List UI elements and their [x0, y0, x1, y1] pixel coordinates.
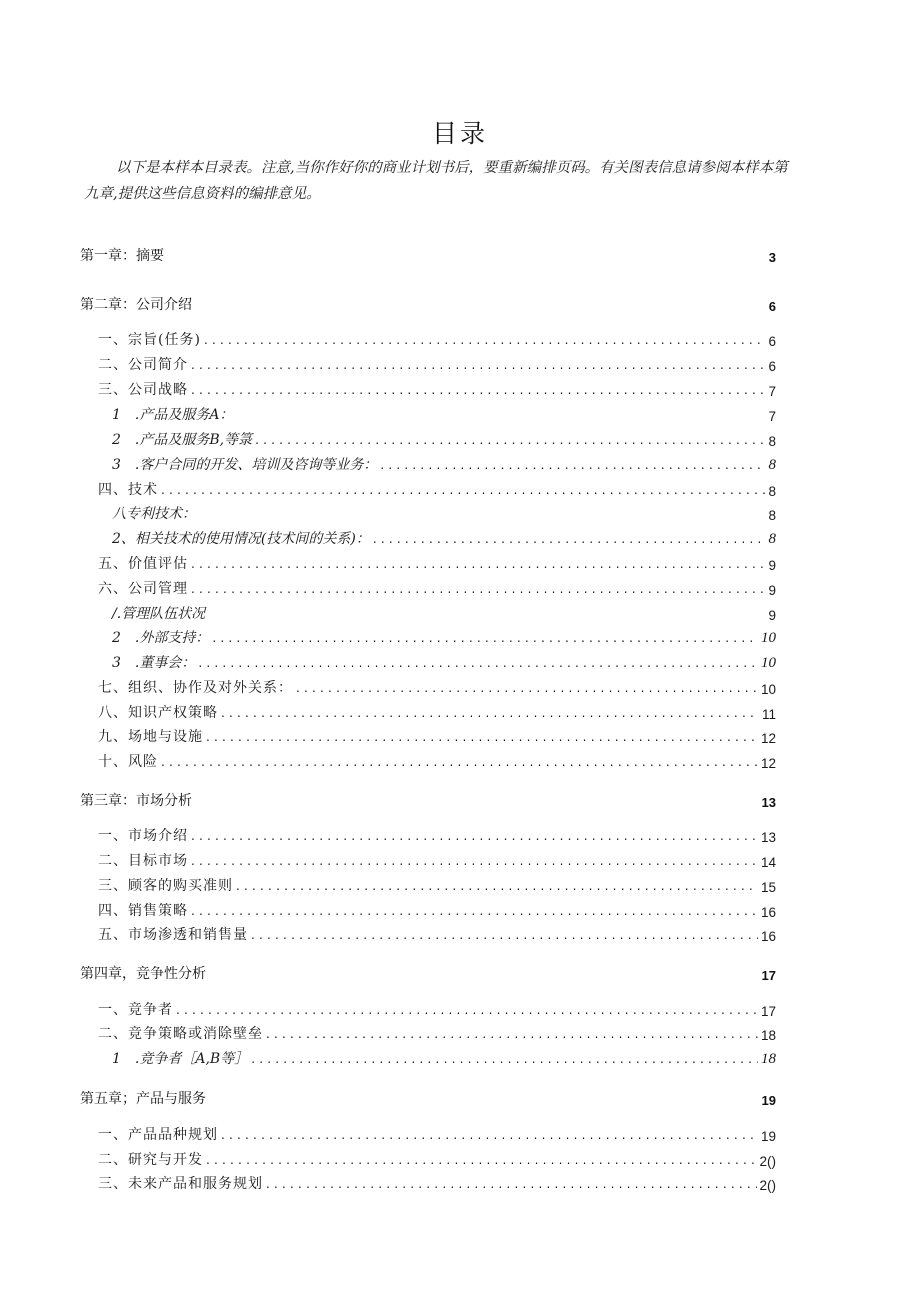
toc-entry[interactable]	[98, 1019, 776, 1043]
toc-page-number: 2()	[759, 1178, 776, 1193]
toc-entry[interactable]	[98, 920, 776, 944]
toc-page-number: 13	[761, 795, 776, 810]
toc-entry-label: 1 .产品及服务A：	[112, 407, 234, 423]
toc-entry-label: 八专利技术：	[112, 506, 196, 522]
toc-entry[interactable]	[98, 549, 776, 573]
toc-entry-label: 二、公司简介	[98, 357, 188, 373]
toc-entry[interactable]	[98, 1169, 776, 1193]
toc-entry-label: 第五章；产品与服务	[80, 1090, 206, 1106]
toc-dot-leader	[255, 432, 765, 444]
toc-entry[interactable]	[98, 871, 776, 895]
toc-page-number: 8	[768, 484, 776, 499]
toc-page-number: 9	[768, 558, 776, 573]
toc-entry-label: 1 .竞争者［A,B等］	[112, 1051, 249, 1067]
toc-entry-label: 二、研究与开发	[98, 1152, 203, 1168]
toc-page-number: 12	[760, 756, 776, 771]
toc-entry-label: 五、市场渗透和销售量	[98, 927, 248, 943]
toc-dot-leader	[221, 1127, 758, 1139]
toc-page-number: 2()	[759, 1154, 776, 1169]
toc-entry-label: 一、产品品种规划	[98, 1127, 218, 1143]
toc-page-number: 17	[760, 1004, 776, 1019]
toc-entry[interactable]	[112, 450, 776, 474]
toc-dot-leader	[161, 754, 758, 766]
toc-page-number: 17	[761, 968, 776, 983]
toc-entry-label: 十、风险	[98, 754, 158, 770]
page-title: 目录	[431, 119, 488, 148]
toc-entry-label: 三、未来产品和服务规划	[98, 1176, 263, 1192]
toc-entry[interactable]	[98, 1120, 776, 1144]
toc-entry-label: 第三章：市场分析	[80, 792, 192, 808]
toc-entry-chapter-3[interactable]	[80, 786, 776, 810]
toc-entry-label: 一、竞争者	[98, 1002, 173, 1018]
toc-entry[interactable]	[112, 648, 776, 672]
toc-entry-chapter-4[interactable]	[80, 959, 776, 983]
toc-page-number: 7	[768, 384, 776, 399]
toc-entry[interactable]	[112, 599, 776, 623]
toc-entry[interactable]	[98, 722, 776, 746]
toc-page-number: 3	[768, 250, 776, 265]
toc-entry[interactable]	[98, 1145, 776, 1169]
toc-dot-leader	[191, 828, 758, 840]
toc-entry-label: /.管理队伍状况	[112, 606, 206, 622]
toc-entry-label: 3 .客户合同的开发、培训及咨询等业务：	[112, 457, 378, 473]
toc-dot-leader	[373, 531, 766, 543]
toc-dot-leader	[236, 407, 765, 419]
toc-page-number: 16	[760, 929, 776, 944]
toc-page-number: 11	[761, 707, 776, 722]
toc-page-number: 10	[761, 655, 776, 671]
toc-entry-label: 2 .产品及服务B,等箓	[112, 432, 253, 448]
toc-dot-leader	[199, 506, 765, 518]
toc-entry[interactable]	[98, 698, 776, 722]
toc-dot-leader	[236, 878, 758, 890]
toc-entry[interactable]	[98, 350, 776, 374]
toc-entry[interactable]	[98, 375, 776, 399]
toc-dot-leader	[206, 729, 758, 741]
toc-page-number: 16	[760, 905, 776, 920]
toc-page-number: 10	[760, 682, 776, 697]
toc-page-number: 9	[768, 608, 776, 623]
toc-entry-label: 四、技术	[98, 482, 158, 498]
toc-dot-leader	[206, 1152, 757, 1164]
toc-page-number: 9	[768, 583, 776, 598]
toc-dot-leader	[251, 927, 758, 939]
toc-entry[interactable]	[112, 499, 776, 523]
toc-page-number: 18	[760, 1028, 776, 1043]
toc-entry-label: 第一章：摘要	[80, 247, 164, 263]
toc-dot-leader	[191, 556, 765, 568]
toc-page-number: 19	[761, 1093, 776, 1108]
toc-dot-leader	[191, 382, 765, 394]
toc-dot-leader	[221, 705, 759, 717]
toc-entry-label: 七、组织、协作及对外关系：	[98, 680, 293, 696]
toc-dot-leader	[191, 903, 758, 915]
toc-entry[interactable]	[98, 475, 776, 499]
toc-entry-chapter-1[interactable]	[80, 241, 776, 265]
toc-entry-label: 2 .外部支持：	[112, 630, 210, 646]
toc-entry[interactable]	[98, 896, 776, 920]
toc-entry[interactable]	[98, 821, 776, 845]
toc-entry-label: 九、场地与设施	[98, 729, 203, 745]
toc-page-number: 7	[768, 409, 776, 424]
toc-dot-leader	[161, 482, 765, 494]
toc-dot-leader	[191, 357, 765, 369]
toc-dot-leader	[167, 248, 766, 260]
toc-entry[interactable]	[98, 747, 776, 771]
toc-entry-label: 第二章：公司介绍	[80, 296, 192, 312]
toc-page-number: 8	[768, 457, 776, 473]
toc-dot-leader	[208, 606, 765, 618]
toc-dot-leader	[266, 1026, 758, 1038]
toc-entry-chapter-5[interactable]	[80, 1084, 776, 1108]
toc-entry[interactable]	[112, 425, 776, 449]
toc-page-number: 12	[760, 731, 776, 746]
toc-entry-label: 三、公司战略	[98, 382, 188, 398]
toc-dot-leader	[212, 630, 758, 642]
toc-entry-label: 一、市场介绍	[98, 828, 188, 844]
toc-entry[interactable]	[112, 1044, 776, 1068]
toc-page-number: 6	[768, 359, 776, 374]
toc-entry-label: 一、宗旨(任务)	[98, 332, 201, 348]
toc-page-number: 6	[768, 299, 776, 314]
toc-dot-leader	[195, 297, 766, 309]
toc-page-number: 15	[760, 880, 776, 895]
toc-entry[interactable]	[112, 400, 776, 424]
toc-dot-leader	[204, 332, 766, 344]
toc-entry-label: 二、竞争策略或消除壁垒	[98, 1026, 263, 1042]
toc-entry-label: 二、目标市场	[98, 853, 188, 869]
toc-dot-leader	[209, 1091, 759, 1103]
toc-entry-label: 六、公司管理	[98, 581, 188, 597]
toc-entry-label: 第四章，竞争性分析	[80, 965, 206, 981]
toc-entry-label: 四、销售策略	[98, 903, 188, 919]
toc-page-number: 8	[768, 531, 776, 547]
toc-entry[interactable]	[98, 673, 776, 697]
toc-page-number: 18	[761, 1051, 776, 1067]
toc-entry-label: 2、相关技术的使用情况(技术间的关系)：	[112, 531, 370, 547]
toc-page-number: 14	[760, 855, 776, 870]
toc-dot-leader	[209, 966, 759, 978]
toc-dot-leader	[191, 581, 765, 593]
toc-page-number: 10	[761, 630, 776, 646]
toc-dot-leader	[380, 457, 765, 469]
toc-dot-leader	[195, 793, 759, 805]
toc-dot-leader	[176, 1002, 758, 1014]
toc-dot-leader	[191, 853, 758, 865]
toc-entry[interactable]	[112, 524, 776, 548]
toc-page-number: 8	[768, 508, 776, 523]
toc-entry[interactable]	[98, 325, 776, 349]
toc-dot-leader	[296, 680, 758, 692]
intro-paragraph: 以下是本样本目录表。注意,当你作好你的商业计划书后，要重新编排页码。有关图表信息请参阅本样本第九章,提供这些信息资料的编排意见。	[84, 160, 788, 202]
toc-entry-label: 五、价值评估	[98, 556, 188, 572]
toc-entry-label: 3 .董事会：	[112, 655, 196, 671]
toc-dot-leader	[198, 655, 758, 667]
toc-entry[interactable]	[98, 995, 776, 1019]
toc-dot-leader	[266, 1176, 757, 1188]
toc-page-number: 6	[768, 334, 776, 349]
toc-page-number: 19	[760, 1129, 776, 1144]
toc-entry-label: 三、顾客的购买准则	[98, 878, 233, 894]
toc-entry[interactable]	[112, 623, 776, 647]
toc-page-number: 13	[760, 830, 776, 845]
toc-entry[interactable]	[98, 574, 776, 598]
toc-entry-label: 八、知识产权策略	[98, 705, 218, 721]
toc-entry[interactable]	[98, 846, 776, 870]
toc-dot-leader	[251, 1051, 758, 1063]
toc-entry-chapter-2[interactable]	[80, 290, 776, 314]
toc-page-number: 8	[768, 434, 776, 449]
